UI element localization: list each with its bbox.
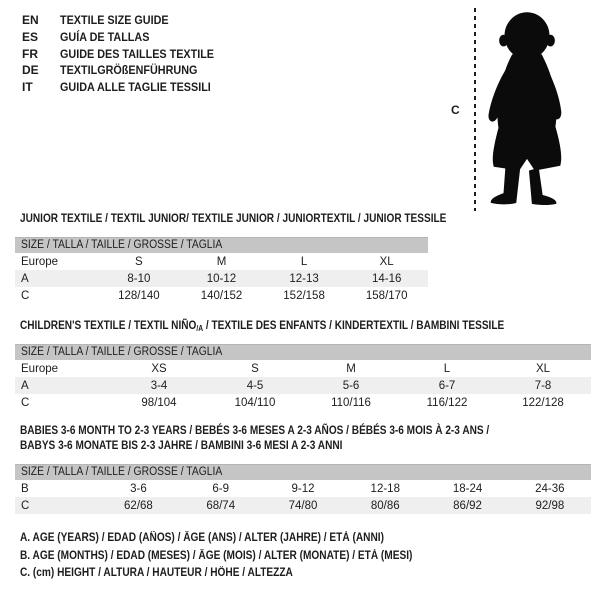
language-row xyxy=(22,12,231,29)
size-header-row xyxy=(15,238,428,254)
row-value: 12-18 xyxy=(370,482,400,495)
row-value: M xyxy=(216,255,227,268)
row-value: XS xyxy=(151,362,167,375)
size-header-row xyxy=(15,465,591,481)
table-row xyxy=(15,287,428,304)
table-title xyxy=(20,211,593,226)
row-value: 6-7 xyxy=(438,379,456,392)
size-header-bar xyxy=(15,238,428,254)
table-title-line xyxy=(20,423,593,438)
table-title-text xyxy=(20,211,446,226)
row-value: 110/116 xyxy=(331,396,371,409)
table-title-text xyxy=(20,318,504,336)
row-value: 92/98 xyxy=(535,499,565,512)
row-value: L xyxy=(300,255,308,268)
footnote-text: A. AGE (YEARS) / EDAD (AÑOS) / ÂGE (ANS) / ALTER (JAHRE) / ETÀ (ANNI) xyxy=(20,532,384,544)
row-value: 86/92 xyxy=(453,499,482,512)
language-title: TEXTILE SIZE GUIDE xyxy=(60,13,169,27)
row-value: 4-5 xyxy=(246,379,264,392)
table-row xyxy=(15,394,591,411)
title-segment: BABYS 3-6 MONATE BIS 2-3 JAHRE / BAMBINI 3-6 MESI A 2-3 ANNI xyxy=(20,438,343,452)
size-table-body xyxy=(15,480,591,514)
size-header-bar xyxy=(15,465,591,481)
row-label: B xyxy=(21,482,29,495)
size-table-body xyxy=(15,360,591,411)
row-value: L xyxy=(443,362,451,375)
row-label: A xyxy=(21,272,29,285)
row-value: 80/86 xyxy=(370,499,400,512)
footnote xyxy=(20,565,466,583)
row-label: A xyxy=(21,379,29,392)
row-value: M xyxy=(346,362,356,375)
row-label: C xyxy=(21,499,30,512)
row-value: 74/80 xyxy=(288,499,318,512)
language-code: ES xyxy=(22,29,39,44)
row-value: 10-12 xyxy=(206,272,237,285)
row-value: 98/104 xyxy=(141,396,177,409)
row-value: 158/170 xyxy=(365,289,408,302)
table-title-text xyxy=(20,423,489,438)
row-value: 116/122 xyxy=(426,396,468,409)
language-title: GUIDE DES TAILLES TEXTILE xyxy=(60,46,215,61)
language-code: EN xyxy=(22,13,39,27)
baby-shorts xyxy=(493,117,561,171)
row-value: 3-6 xyxy=(130,482,147,495)
language-code: FR xyxy=(22,46,38,61)
size-table-body xyxy=(15,253,428,304)
language-row xyxy=(22,79,231,96)
row-value: XL xyxy=(535,362,551,375)
table-title-line xyxy=(20,318,593,333)
row-label: C xyxy=(21,289,30,302)
title-subscript: /A xyxy=(196,324,204,333)
title-segment: BABIES 3-6 MONTH TO 2-3 YEARS / BEBÉS 3-6 MESES A 2-3 AÑOS / BÉBÉS 3-6 MOIS À 2-3 ANS / xyxy=(20,423,490,437)
size-header-row xyxy=(15,345,591,361)
row-value: XL xyxy=(379,255,394,268)
size-table-section xyxy=(15,211,593,304)
language-code: IT xyxy=(22,80,33,95)
row-label: Europe xyxy=(21,362,59,375)
footnote xyxy=(20,548,466,566)
table-title xyxy=(20,318,593,333)
size-table xyxy=(15,464,591,514)
table-row xyxy=(15,480,591,497)
row-label: Europe xyxy=(21,255,59,268)
row-label: C xyxy=(21,396,30,409)
size-header-text: SIZE / TALLA / TAILLE / GRÖSSE / TAGLIA xyxy=(21,466,223,478)
language-title: TEXTILGRÖßENFÜHRUNG xyxy=(60,63,198,78)
table-title-text xyxy=(20,438,342,453)
height-measure-label: C xyxy=(451,103,460,117)
baby-ear-left xyxy=(499,35,508,47)
row-value: 8-10 xyxy=(127,272,151,285)
row-value: 122/128 xyxy=(522,396,564,409)
language-title: GUÍA DE TALLAS xyxy=(60,29,150,44)
footnote-text: C. (cm) HEIGHT / ALTURA / HAUTEUR / HÖHE / ALTEZZA xyxy=(20,567,293,579)
baby-leg-right xyxy=(529,168,556,205)
table-title-line xyxy=(20,438,593,453)
size-table-head xyxy=(15,238,428,254)
title-segment: JUNIOR TEXTILE / TEXTIL JUNIOR/ TEXTILE JUNIOR / JUNIORTEXTIL / JUNIOR TESSILE xyxy=(20,211,447,225)
row-value: 24-36 xyxy=(535,482,565,495)
size-table xyxy=(15,344,591,411)
row-value: 5-6 xyxy=(342,379,360,392)
baby-head xyxy=(505,12,550,59)
row-value: 152/158 xyxy=(283,289,325,302)
title-segment: CHILDREN'S TEXTILE / TEXTIL NIÑO xyxy=(20,318,197,332)
row-value: 9-12 xyxy=(291,482,315,495)
baby-leg-left xyxy=(491,166,520,205)
row-value: 18-24 xyxy=(452,482,483,495)
row-value: 62/68 xyxy=(124,499,153,512)
size-header-text: SIZE / TALLA / TAILLE / GRÖSSE / TAGLIA xyxy=(21,239,223,251)
table-row xyxy=(15,253,428,270)
row-value: 6-9 xyxy=(212,482,230,495)
size-table-head xyxy=(15,345,591,361)
table-row xyxy=(15,360,591,377)
baby-ear-right xyxy=(546,35,555,47)
language-row xyxy=(22,46,231,63)
language-row xyxy=(22,29,231,46)
row-value: 128/140 xyxy=(118,289,160,302)
row-value: 3-4 xyxy=(150,379,168,392)
size-header-text: SIZE / TALLA / TAILLE / GRÖSSE / TAGLIA xyxy=(21,346,223,358)
size-table-section xyxy=(15,318,593,411)
table-title-line xyxy=(20,211,593,226)
row-value: 104/110 xyxy=(234,396,276,409)
row-value: S xyxy=(251,362,259,375)
row-value: 12-13 xyxy=(289,272,319,285)
row-value: 140/152 xyxy=(200,289,243,302)
size-header-bar xyxy=(15,345,591,361)
row-value: 7-8 xyxy=(534,379,552,392)
size-table-head xyxy=(15,465,591,481)
title-segment: / TEXTILE DES ENFANTS / KINDERTEXTIL / BAMBINI TESSILE xyxy=(203,318,505,332)
row-value: 14-16 xyxy=(371,272,402,285)
language-title: GUIDA ALLE TAGLIE TESSILI xyxy=(60,80,211,95)
footnotes xyxy=(20,530,466,583)
footnote-text: B. AGE (MONTHS) / EDAD (MESES) / ÂGE (MOIS) / ALTER (MONATE) / ETÀ (MESI) xyxy=(20,549,413,562)
baby-silhouette-figure xyxy=(483,9,571,209)
language-row xyxy=(22,62,231,79)
size-table xyxy=(15,237,428,304)
table-row xyxy=(15,270,428,287)
language-list xyxy=(22,12,231,96)
language-code: DE xyxy=(22,63,39,78)
table-row xyxy=(15,377,591,394)
row-value: S xyxy=(135,255,143,268)
height-measure-dashed-line xyxy=(474,8,476,211)
table-title xyxy=(20,423,593,453)
row-value: 68/74 xyxy=(206,499,236,512)
size-table-section xyxy=(15,423,593,514)
footnote xyxy=(20,530,466,548)
table-row xyxy=(15,497,591,514)
